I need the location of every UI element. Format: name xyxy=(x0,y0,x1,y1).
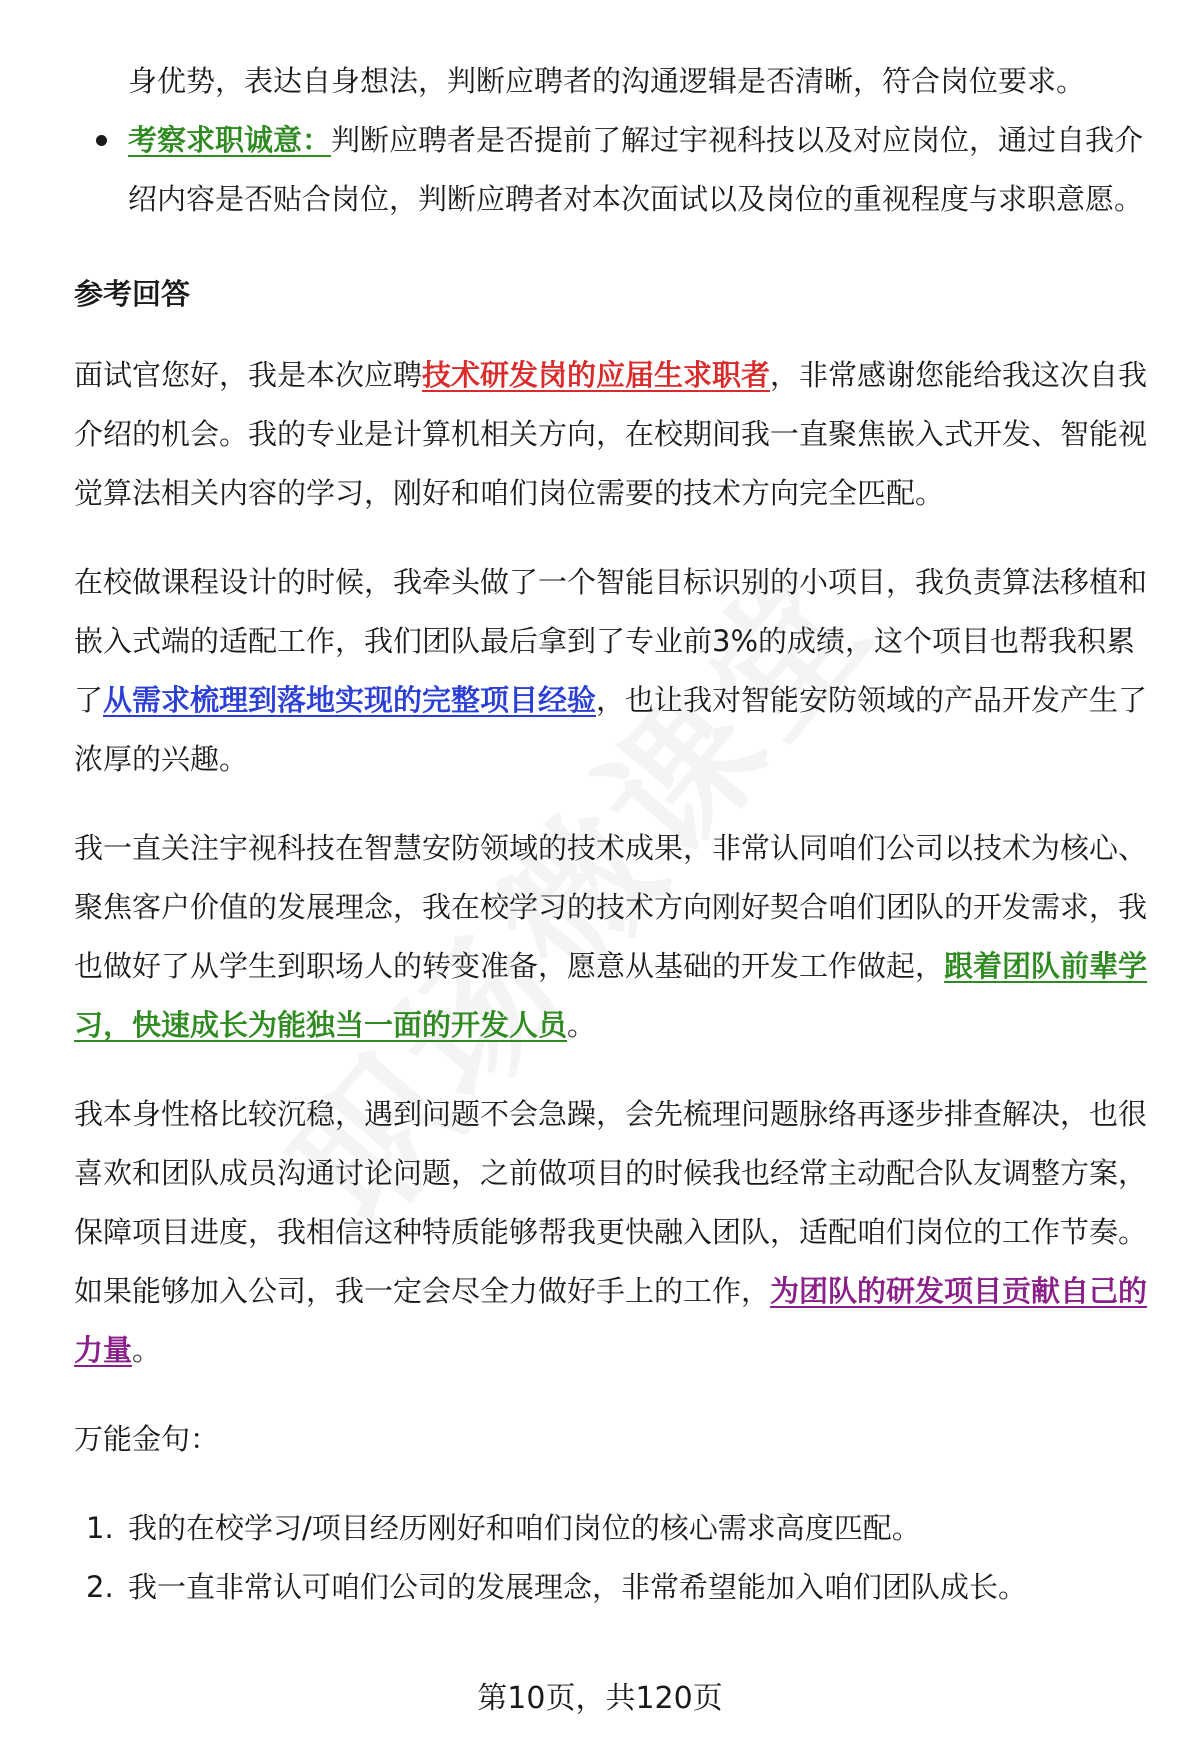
answer-paragraph-3 xyxy=(74,819,1148,1055)
list-number: 2. xyxy=(86,1570,114,1604)
p4-highlight: 为团队的研发项目贡献自己的力量 xyxy=(74,1274,1148,1367)
golden-sentences-title: 万能金句： xyxy=(74,1422,220,1456)
page-footer: 第10页，共120页 xyxy=(477,1681,723,1716)
answer-paragraph-1 xyxy=(74,346,1148,523)
bullet-dot-icon xyxy=(96,135,107,146)
list-text: 我的在校学习/项目经历刚好和咱们岗位的核心需求高度匹配。 xyxy=(128,1511,921,1545)
golden-sentence-item xyxy=(74,1558,1148,1617)
p4-text-b: 。 xyxy=(132,1333,162,1367)
golden-sentence-item xyxy=(74,1499,1148,1558)
bullet-item-sincerity xyxy=(74,111,1148,229)
p2-text-b: ，也让我对智能安防领域的产品开发产生了浓厚的兴趣。 xyxy=(74,683,1148,776)
bullet-label: 考察求职诚意： xyxy=(128,123,332,157)
list-number: 1. xyxy=(86,1511,114,1545)
p1-text-b: ，非常感谢您能给我这次自我介绍的机会。我的专业是计算机相关方向，在校期间我一直聚焦嵌入式开发、智能视觉算法相关内容的学习，刚好和咱们岗位需要的技术方向完全匹配。 xyxy=(74,358,1148,510)
p3-highlight: 跟着团队前辈学习，快速成长为能独当一面的开发人员 xyxy=(74,949,1148,1042)
document-body xyxy=(74,52,1148,1617)
section-heading: 参考回答 xyxy=(74,277,191,311)
answer-paragraph-4 xyxy=(74,1085,1148,1380)
p4-text-a: 我本身性格比较沉稳，遇到问题不会急躁，会先梳理问题脉络再逐步排查解决，也很喜欢和团队成员沟通讨论问题，之前做项目的时候我也经常主动配合队友调整方案，保障项目进度，我相信这种特质能够帮我更快融入团队，适配咱们岗位的工作节奏。如果能够加入公司，我一定会尽全力做好手上的工作， xyxy=(74,1097,1148,1308)
p3-text-b: 。 xyxy=(567,1008,597,1042)
p3-text-a: 我一直关注宇视科技在智慧安防领域的技术成果，非常认同咱们公司以技术为核心、聚焦客户价值的发展理念，我在校学习的技术方向刚好契合咱们团队的开发需求，我也做好了从学生到职场人的转变准备，愿意从基础的开发工作做起， xyxy=(74,831,1148,983)
p1-highlight: 技术研发岗的应届生求职者 xyxy=(422,358,771,392)
p2-highlight: 从需求梳理到落地实现的完整项目经验 xyxy=(103,683,597,717)
continued-text: 身优势，表达自身想法，判断应聘者的沟通逻辑是否清晰，符合岗位要求。 xyxy=(128,64,1086,98)
bullet-text: 判断应聘者是否提前了解过宇视科技以及对应岗位，通过自我介绍内容是否贴合岗位，判断应聘者对本次面试以及岗位的重视程度与求职意愿。 xyxy=(128,123,1144,216)
p2-text-a: 在校做课程设计的时候，我牵头做了一个智能目标识别的小项目，我负责算法移植和嵌入式端的适配工作，我们团队最后拿到了专业前3%的成绩，这个项目也帮我积累了 xyxy=(74,565,1148,717)
answer-paragraph-2 xyxy=(74,553,1148,789)
list-text: 我一直非常认可咱们公司的发展理念，非常希望能加入咱们团队成长。 xyxy=(128,1570,1028,1604)
p1-text-a: 面试官您好，我是本次应聘 xyxy=(74,358,423,392)
